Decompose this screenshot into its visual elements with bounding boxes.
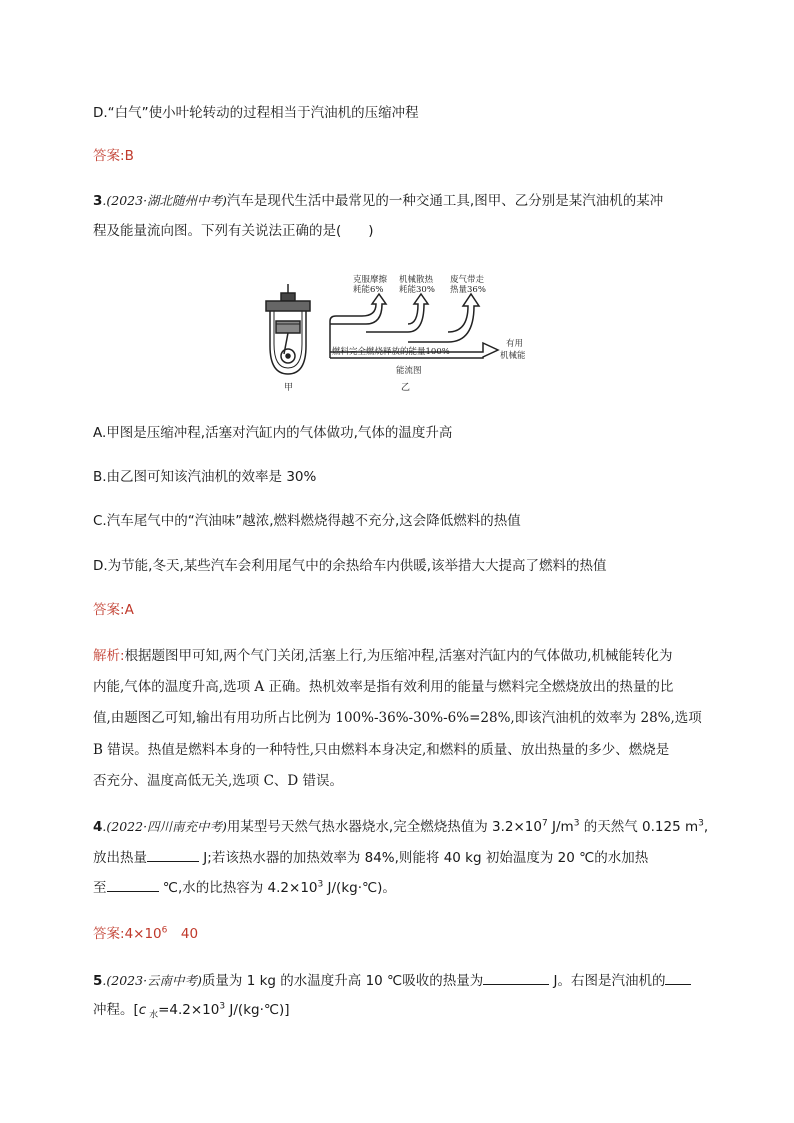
loss-friction-label-1: 克服摩擦	[353, 275, 388, 285]
useful-energy-label-1: 有用	[506, 339, 524, 349]
answer-label: 答案:	[93, 148, 125, 164]
stem-text: 汽车是现代生活中最常见的一种交通工具,图甲、乙分别是某汽油机的某冲	[226, 193, 664, 209]
q3-explanation-line1: 解析:根据题图甲可知,两个气门关闭,活塞上行,为压缩冲程,活塞对汽缸内的气体做功,机械能转化为	[93, 648, 673, 664]
q5-stem-line2: 冲程。[c $_水=4.2\times 10^3$ J/(kg·℃)]	[93, 1001, 290, 1021]
q4-stem-line1: 4.(2022·四川南充中考)用某型号天然气热水器烧水,完全燃烧热值为 $3.2\times 10^7$ $J/m^3$ 的天然气 0.125 $m^3$,	[93, 818, 709, 835]
answer-blank[interactable]	[147, 847, 199, 862]
q4-stem-line2: 放出热量 J;若该热水器的加热效率为 84%,则能将 40 kg 初始温度为 20 ℃的水加热	[93, 847, 648, 868]
loss-exhaust-label-1: 废气带走	[450, 275, 485, 285]
answer-blank[interactable]	[483, 970, 549, 985]
loss-heat-dissipation-label-2: 耗能30%	[399, 285, 435, 295]
engine-cylinder-illustration	[266, 284, 310, 374]
question-source: .(2023·湖北随州中考)	[102, 193, 227, 208]
q4-answer: 答案$:4\times 10^6$ 40	[93, 925, 199, 942]
figure-label-yi: 乙	[401, 383, 411, 393]
loss-friction-label-2: 耗能6%	[353, 285, 384, 295]
question-number: 3	[93, 193, 103, 209]
q3-stem-line1	[93, 191, 663, 211]
explanation-label: 解析:	[93, 648, 125, 664]
question-source: .(2022·四川南充中考)	[102, 819, 227, 834]
question-number: 5	[93, 973, 103, 989]
answer-blank[interactable]	[107, 877, 159, 892]
answer-label: 答案:	[93, 602, 125, 618]
q3-option-b: B.由乙图可知该汽油机的效率是 30%	[93, 469, 317, 485]
figure-caption: 能流图	[396, 366, 422, 376]
question-number: 4	[93, 819, 103, 835]
q4-stem-line3: 至 ℃,水的比热容为 $4.2\times 10^3$ J/(kg·℃)。	[93, 877, 396, 898]
q3-explanation-line3: 值,由题图乙可知,输出有用功所占比例为 100%-36%-30%-6%=28%,即该汽油机的效率为 28%,选项	[93, 710, 702, 726]
q3-answer	[93, 600, 134, 620]
q3-explanation-line4: B 错误。热值是燃料本身的一种特性,只由燃料本身决定,和燃料的质量、放出热量的多少、燃烧是	[93, 742, 670, 758]
useful-energy-label-2: 机械能	[500, 351, 526, 361]
q3-option-c: C.汽车尾气中的“汽油味”越浓,燃料燃烧得越不充分,这会降低燃料的热值	[93, 513, 521, 529]
answer-value: A	[124, 602, 134, 618]
q5-stem-line1: 5.(2023·云南中考)质量为 1 kg 的水温度升高 10 ℃吸收的热量为 J。右图是汽油机的	[93, 970, 691, 991]
question-source: .(2023·云南中考)	[102, 973, 202, 988]
q3-figure	[258, 266, 548, 406]
answer-value: B	[124, 148, 134, 164]
engine-and-energy-flow-diagram	[258, 266, 548, 406]
figure-label-jia: 甲	[284, 383, 294, 393]
q2-option-d: D.“白气”使小叶轮转动的过程相当于汽油机的压缩冲程	[93, 105, 419, 121]
answer-blank[interactable]	[665, 970, 691, 985]
answer-label: 答案:	[93, 926, 125, 942]
loss-heat-dissipation-label-1: 机械散热	[399, 275, 434, 285]
main-flow-label: 燃料完全燃烧释放的能量100%	[332, 347, 450, 357]
q3-option-d: D.为节能,冬天,某些汽车会利用尾气中的余热给车内供暖,该举措大大提高了燃料的热值	[93, 558, 607, 574]
q3-explanation-line2: 内能,气体的温度升高,选项 A 正确。热机效率是指有效利用的能量与燃料完全燃烧放出的热量的比	[93, 679, 674, 695]
q2-answer	[93, 146, 134, 166]
loss-exhaust-label-2: 热量36%	[450, 285, 486, 295]
q3-stem-line2: 程及能量流向图。下列有关说法正确的是( )	[93, 223, 374, 239]
q3-option-a: A.甲图是压缩冲程,活塞对汽缸内的气体做功,气体的温度升高	[93, 425, 453, 441]
q3-explanation-line5: 否充分、温度高低无关,选项 C、D 错误。	[93, 773, 344, 789]
